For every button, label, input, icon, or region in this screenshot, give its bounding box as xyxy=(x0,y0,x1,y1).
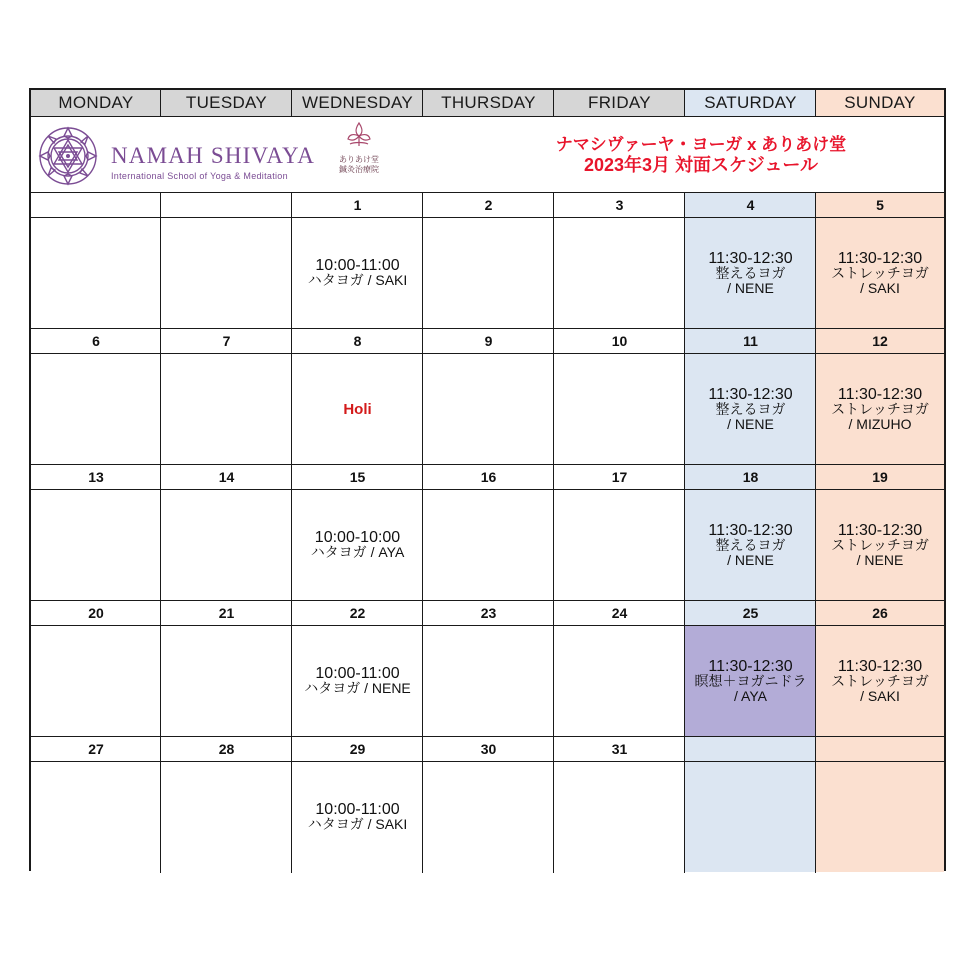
empty-day-cell xyxy=(423,354,554,464)
date-number xyxy=(161,193,292,217)
date-number: 15 xyxy=(292,465,423,489)
empty-day-cell xyxy=(161,354,292,464)
grid-line-vertical xyxy=(422,90,423,116)
class-detail: / AYA xyxy=(734,687,767,704)
weekday-header-5: SATURDAY xyxy=(685,90,816,116)
class-time: 10:00-11:00 xyxy=(315,257,400,274)
class-time: 11:30-12:30 xyxy=(837,249,923,267)
date-number: 2 xyxy=(423,193,554,217)
grid-line-vertical xyxy=(291,193,292,873)
date-number: 22 xyxy=(292,601,423,625)
grid-line-horizontal xyxy=(31,625,944,626)
empty-day-cell xyxy=(685,762,816,872)
empty-day-cell xyxy=(31,626,161,736)
class-detail: ストレッチヨガ xyxy=(831,264,929,281)
grid-line-vertical xyxy=(553,90,554,116)
date-number: 11 xyxy=(685,329,816,353)
holiday-label: Holi xyxy=(343,400,372,418)
grid-line-horizontal xyxy=(31,761,944,762)
empty-day-cell xyxy=(423,490,554,600)
empty-day-cell xyxy=(554,490,685,600)
class-time: 11:30-12:30 xyxy=(708,249,793,267)
events-row xyxy=(31,218,944,328)
date-row xyxy=(31,329,944,353)
class-detail: / NENE xyxy=(856,551,904,568)
class-time: 10:00-11:00 xyxy=(315,665,400,682)
grid-line-horizontal xyxy=(31,217,944,218)
class-time: 10:00-10:00 xyxy=(314,529,401,546)
empty-day-cell xyxy=(554,354,685,464)
class-detail: ハタヨガ / SAKI xyxy=(307,816,408,832)
empty-day-cell xyxy=(161,218,292,328)
empty-day-cell xyxy=(423,762,554,872)
weekday-header-6: SUNDAY xyxy=(816,90,944,116)
class-time: 11:30-12:30 xyxy=(708,385,793,403)
class-time: 10:00-11:00 xyxy=(315,801,400,818)
class-event-cell xyxy=(292,354,423,464)
date-number: 23 xyxy=(423,601,554,625)
grid-line-vertical xyxy=(815,193,816,873)
class-event-cell xyxy=(816,354,944,464)
class-detail: / NENE xyxy=(727,415,774,432)
empty-day-cell xyxy=(31,762,161,872)
date-number: 21 xyxy=(161,601,292,625)
class-time: 11:30-12:30 xyxy=(837,521,923,539)
date-number: 30 xyxy=(423,737,554,761)
grid-line-vertical xyxy=(684,90,685,116)
date-number: 25 xyxy=(685,601,816,625)
class-detail: ストレッチヨガ xyxy=(831,400,929,417)
class-event-cell xyxy=(685,490,816,600)
grid-line-horizontal xyxy=(31,328,944,329)
date-row xyxy=(31,193,944,217)
date-number: 3 xyxy=(554,193,685,217)
date-number: 4 xyxy=(685,193,816,217)
class-detail: 整えるヨガ xyxy=(715,264,786,281)
title-line-1: ナマシヴァーヤ・ヨーガ x ありあけ堂 xyxy=(555,135,847,154)
weekday-header-2: WEDNESDAY xyxy=(292,90,423,116)
date-number: 31 xyxy=(554,737,685,761)
empty-day-cell xyxy=(554,218,685,328)
grid-line-horizontal xyxy=(31,116,944,117)
date-number xyxy=(685,737,816,761)
date-number: 7 xyxy=(161,329,292,353)
date-number: 17 xyxy=(554,465,685,489)
weekday-header-4: FRIDAY xyxy=(554,90,685,116)
date-number: 6 xyxy=(31,329,161,353)
class-event-cell xyxy=(816,490,944,600)
events-row xyxy=(31,354,944,464)
date-number: 27 xyxy=(31,737,161,761)
class-event-cell xyxy=(816,218,944,328)
grid-line-vertical xyxy=(160,193,161,873)
date-number: 12 xyxy=(816,329,944,353)
logo-subtitle: International School of Yoga & Meditation xyxy=(111,171,288,181)
class-detail: / MIZUHO xyxy=(848,415,912,432)
empty-day-cell xyxy=(31,218,161,328)
date-number: 5 xyxy=(816,193,944,217)
class-event-cell xyxy=(685,218,816,328)
date-number: 20 xyxy=(31,601,161,625)
date-number: 24 xyxy=(554,601,685,625)
weekday-header-1: TUESDAY xyxy=(161,90,292,116)
empty-day-cell xyxy=(161,626,292,736)
class-detail: ストレッチヨガ xyxy=(831,672,929,689)
date-row xyxy=(31,601,944,625)
grid-line-vertical xyxy=(553,193,554,873)
sri-yantra-mandala-icon xyxy=(37,125,99,187)
lotus-flame-icon xyxy=(344,120,374,150)
events-row xyxy=(31,490,944,600)
class-time: 11:30-12:30 xyxy=(837,385,923,403)
empty-day-cell xyxy=(31,354,161,464)
class-detail: / NENE xyxy=(727,551,774,568)
schedule-title xyxy=(501,135,901,175)
class-time: 11:30-12:30 xyxy=(708,521,793,539)
empty-day-cell xyxy=(31,490,161,600)
grid-line-horizontal xyxy=(31,600,944,601)
date-number: 1 xyxy=(292,193,423,217)
class-event-cell xyxy=(685,354,816,464)
march-schedule-calendar xyxy=(29,88,946,871)
class-detail: ストレッチヨガ xyxy=(831,536,929,553)
banner-row xyxy=(31,117,944,192)
class-detail: ハタヨガ / AYA xyxy=(310,544,405,560)
date-number xyxy=(816,737,944,761)
grid-line-horizontal xyxy=(31,353,944,354)
date-number: 14 xyxy=(161,465,292,489)
grid-line-horizontal xyxy=(31,192,944,193)
date-number: 29 xyxy=(292,737,423,761)
class-event-cell xyxy=(292,626,423,736)
grid-line-vertical xyxy=(684,193,685,873)
grid-line-horizontal xyxy=(31,464,944,465)
date-row xyxy=(31,737,944,761)
empty-day-cell xyxy=(161,762,292,872)
class-event-cell xyxy=(292,490,423,600)
grid-line-vertical xyxy=(160,90,161,116)
grid-line-horizontal xyxy=(31,736,944,737)
class-detail: 整えるヨガ xyxy=(715,536,786,553)
date-number: 26 xyxy=(816,601,944,625)
class-detail: ハタヨガ / SAKI xyxy=(307,272,408,288)
class-event-cell xyxy=(685,626,816,736)
class-event-cell xyxy=(816,626,944,736)
date-number xyxy=(31,193,161,217)
date-number: 8 xyxy=(292,329,423,353)
class-event-cell xyxy=(292,218,423,328)
class-event-cell xyxy=(292,762,423,872)
empty-day-cell xyxy=(554,626,685,736)
weekday-header-0: MONDAY xyxy=(31,90,161,116)
date-number: 13 xyxy=(31,465,161,489)
date-number: 28 xyxy=(161,737,292,761)
class-detail: / SAKI xyxy=(860,279,900,296)
class-time: 11:30-12:30 xyxy=(837,657,923,675)
grid-line-vertical xyxy=(815,90,816,116)
logo-name: NAMAH SHIVAYA xyxy=(111,143,316,168)
date-number: 16 xyxy=(423,465,554,489)
date-number: 18 xyxy=(685,465,816,489)
weekday-header-row xyxy=(31,90,944,116)
class-detail: ハタヨガ / NENE xyxy=(304,680,411,696)
date-number: 19 xyxy=(816,465,944,489)
class-detail: / NENE xyxy=(727,279,774,296)
ariakedo-logo xyxy=(329,120,389,175)
empty-day-cell xyxy=(554,762,685,872)
grid-line-horizontal xyxy=(31,489,944,490)
date-row xyxy=(31,465,944,489)
grid-line-vertical xyxy=(422,193,423,873)
empty-day-cell xyxy=(161,490,292,600)
class-detail: 瞑想＋ヨガニドラ xyxy=(694,672,807,689)
title-line-2: 2023年3月 対面スケジュール xyxy=(584,155,818,175)
class-detail: / SAKI xyxy=(860,687,900,704)
empty-day-cell xyxy=(423,626,554,736)
events-row xyxy=(31,626,944,736)
class-detail: 整えるヨガ xyxy=(715,400,786,417)
date-number: 10 xyxy=(554,329,685,353)
partner-logo-subname: 鍼灸治療院 xyxy=(339,165,379,174)
partner-logo-name: ありあけ堂 xyxy=(339,155,379,164)
events-row xyxy=(31,762,944,872)
weekday-header-3: THURSDAY xyxy=(423,90,554,116)
class-time: 11:30-12:30 xyxy=(708,657,793,675)
date-number: 9 xyxy=(423,329,554,353)
empty-day-cell xyxy=(423,218,554,328)
empty-day-cell xyxy=(816,762,944,872)
grid-line-vertical xyxy=(291,90,292,116)
